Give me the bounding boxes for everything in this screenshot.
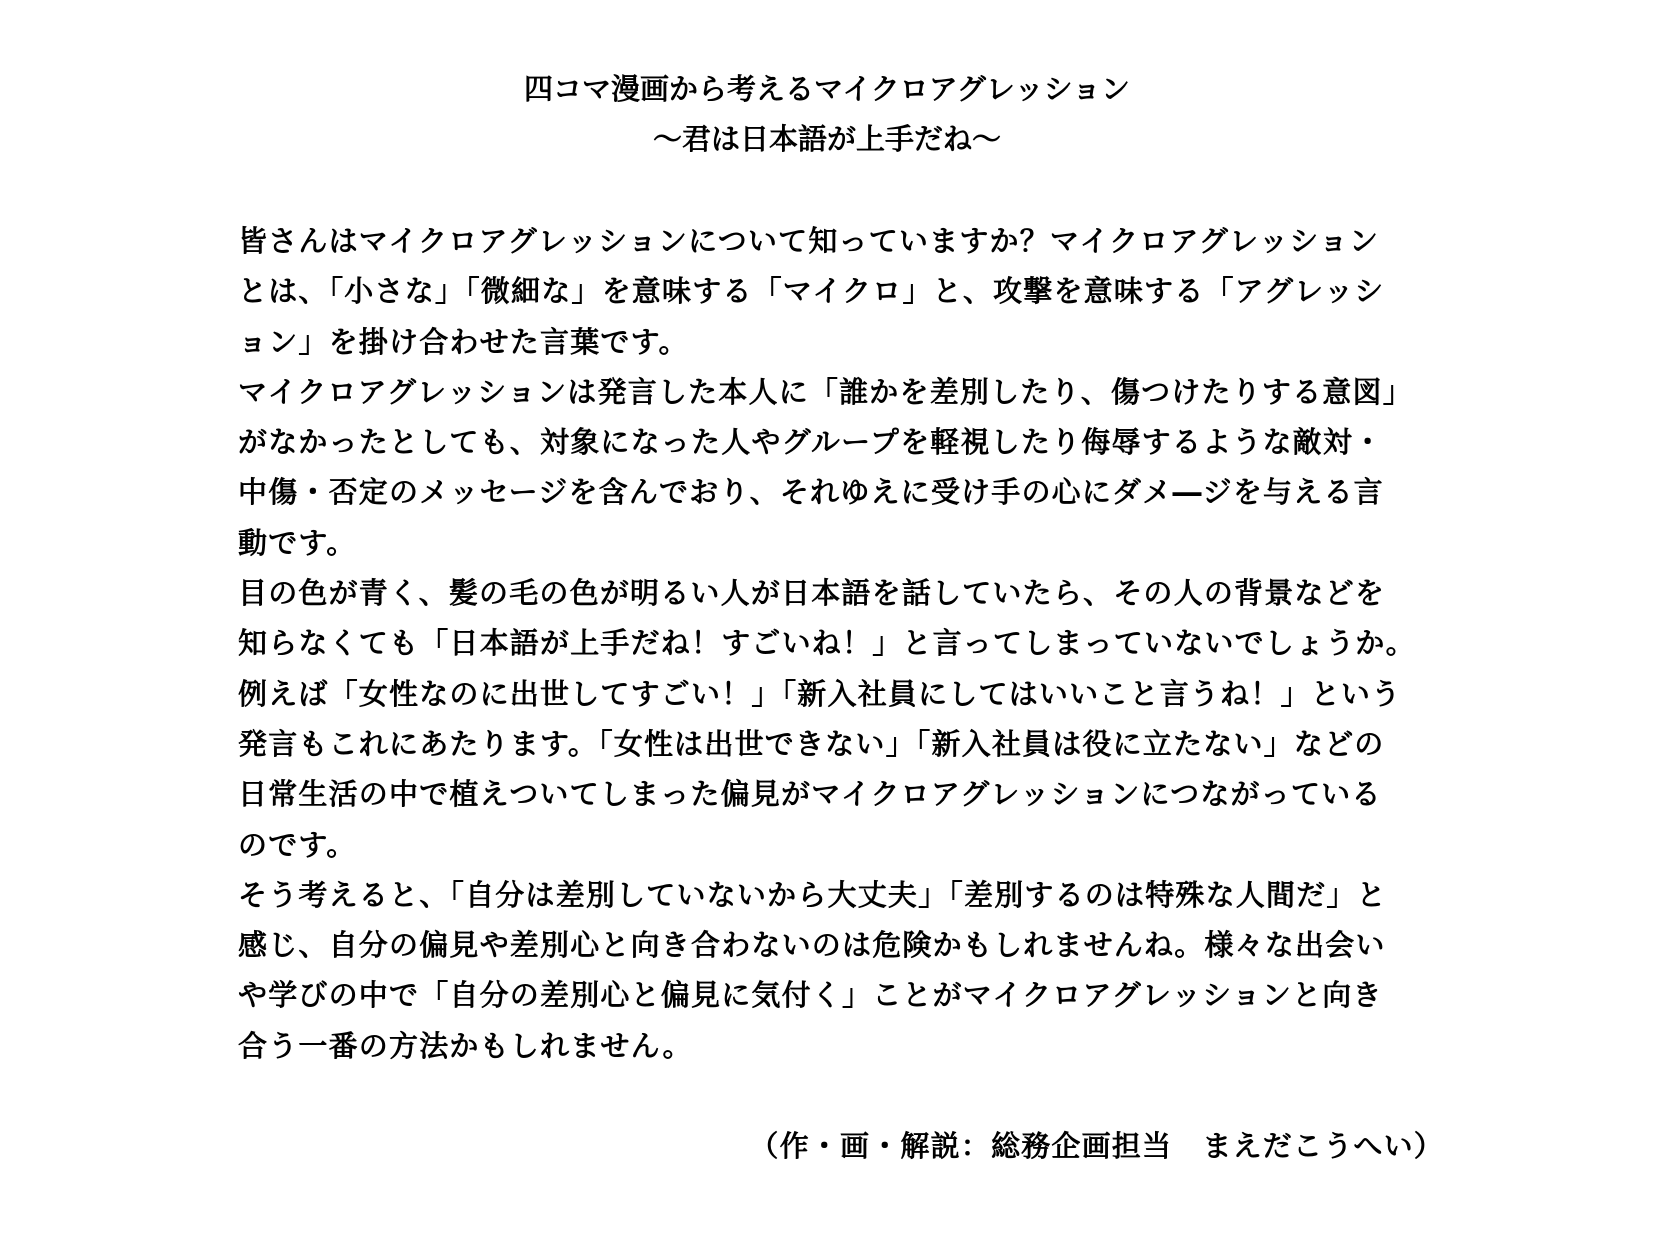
page-subtitle: 〜君は日本語が上手だね〜 bbox=[652, 122, 1001, 156]
body-line: 中傷・否定のメッセージを含んでおり、それゆえに受け手の心にダメ―ジを与える言 bbox=[238, 475, 1384, 510]
body-line: 例えば「女性なのに出世してすごい！」「新入社員にしてはいいこと言うね！」という bbox=[238, 676, 1402, 711]
body-line: ョン」を掛け合わせた言葉です。 bbox=[238, 324, 689, 359]
body-line: 目の色が青く、髪の毛の色が明るい人が日本語を話していたら、その人の背景などを bbox=[238, 576, 1386, 611]
body-line: や学びの中で「自分の差別心と偏見に気付く」ことがマイクロアグレッションと向き bbox=[238, 978, 1383, 1013]
body-line: マイクロアグレッションは発言した本人に「誰かを差別したり、傷つけたりする意図」 bbox=[238, 374, 1413, 409]
body-text bbox=[238, 216, 1468, 1071]
body-line: 動です。 bbox=[238, 525, 357, 560]
body-line: 合う一番の方法かもしれません。 bbox=[238, 1028, 693, 1063]
body-line: がなかったとしても、対象になった人やグループを軽視したり侮辱するような敵対・ bbox=[238, 425, 1384, 460]
body-line: のです。 bbox=[238, 827, 357, 862]
page-title: 四コマ漫画から考えるマイクロアグレッション bbox=[523, 72, 1131, 106]
title-block bbox=[0, 64, 1654, 164]
author-credit: （作・画・解説：総務企画担当 まえだこうへい） bbox=[749, 1129, 1444, 1163]
body-line: 日常生活の中で植えついてしまった偏見がマイクロアグレッションにつながっている bbox=[238, 777, 1382, 812]
body-line: 感じ、自分の偏見や差別心と向き合わないのは危険かもしれませんね。様々な出会い bbox=[238, 928, 1386, 963]
body-line: そう考えると、「自分は差別していないから大丈夫」「差別するのは特殊な人間だ」と bbox=[238, 877, 1387, 912]
body-line: とは、「小さな」「微細な」を意味する「マイクロ」と、攻撃を意味する「アグレッシ bbox=[238, 274, 1385, 309]
body-line: 知らなくても「日本語が上手だね！すごいね！」と言ってしまっていないでしょうか。 bbox=[238, 626, 1416, 661]
body-line: 皆さんはマイクロアグレッションについて知っていますか？マイクロアグレッション bbox=[238, 224, 1380, 258]
body-line: 発言もこれにあたります。「女性は出世できない」「新入社員は役に立たない」などの bbox=[238, 726, 1385, 761]
